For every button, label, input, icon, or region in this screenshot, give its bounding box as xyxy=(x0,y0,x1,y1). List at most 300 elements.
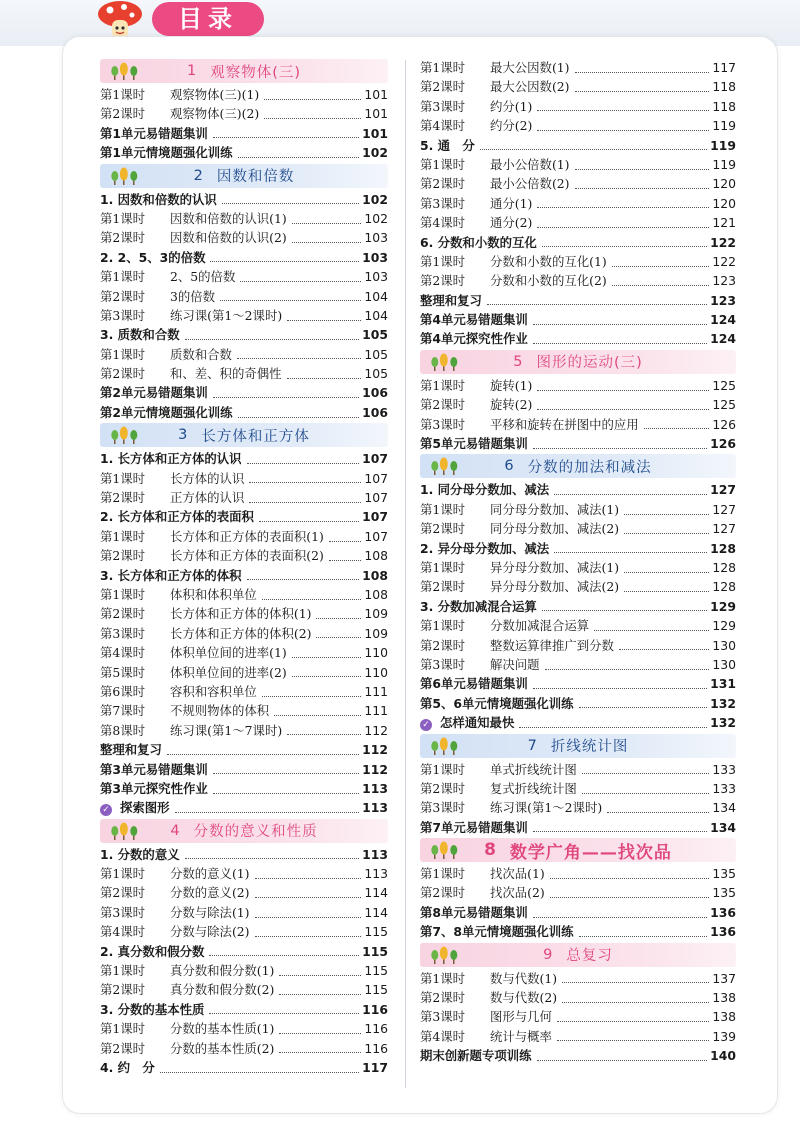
entry-label xyxy=(420,252,609,271)
lesson-title: 通分(2) xyxy=(490,215,533,231)
toc-lesson-row[interactable] xyxy=(420,271,736,290)
lesson-number: 第2课时 xyxy=(420,79,466,95)
toc-section-row[interactable] xyxy=(420,903,736,922)
entry-label xyxy=(100,922,252,941)
leader-dots xyxy=(519,726,707,728)
section-title: 第4单元易错题集训 xyxy=(420,312,528,328)
unit-title: 总复习 xyxy=(566,948,613,965)
lesson-number: 第2课时 xyxy=(100,490,146,506)
toc-right-column xyxy=(420,58,736,1066)
toc-section-row[interactable] xyxy=(100,325,388,344)
toc-lesson-row[interactable] xyxy=(100,104,388,123)
toc-lesson-row[interactable] xyxy=(420,77,736,96)
lesson-number: 第1课时 xyxy=(420,377,466,393)
page-number: 103 xyxy=(364,269,388,285)
toc-section-row[interactable] xyxy=(420,713,736,732)
leader-dots xyxy=(255,935,361,937)
page-number: 114 xyxy=(364,885,388,901)
lesson-number: 第4课时 xyxy=(420,1028,466,1044)
toc-section-row[interactable] xyxy=(100,760,388,779)
page-number: 106 xyxy=(362,385,388,401)
toc-section-row[interactable] xyxy=(100,798,388,817)
section-title: 第4单元探究性作业 xyxy=(420,331,528,347)
page-number: 101 xyxy=(364,106,388,122)
page-number: 132 xyxy=(710,715,736,731)
toc-lesson-row[interactable] xyxy=(420,636,736,655)
unit-title: 观察物体(三) xyxy=(210,64,302,81)
toc-section-row[interactable] xyxy=(100,1000,388,1019)
lesson-title: 练习课(第1～2课时) xyxy=(490,800,603,816)
leader-dots xyxy=(213,136,359,138)
lesson-number: 第1课时 xyxy=(100,210,146,226)
page-number: 116 xyxy=(362,1001,388,1017)
leader-dots xyxy=(255,896,361,898)
toc-section-row[interactable] xyxy=(100,845,388,864)
toc-section-row[interactable] xyxy=(420,539,736,558)
lesson-title: 最大公因数(1) xyxy=(490,60,570,75)
entry-label xyxy=(420,597,539,616)
page-number: 105 xyxy=(364,366,388,382)
section-title: 第3单元探究性作业 xyxy=(100,780,208,796)
toc-lesson-row[interactable] xyxy=(420,155,736,174)
toc-lesson-row[interactable] xyxy=(100,903,388,922)
toc-section-row[interactable] xyxy=(420,597,736,616)
lesson-title: 通分(1) xyxy=(490,195,533,211)
page-number: 107 xyxy=(362,451,388,467)
lesson-number: 第3课时 xyxy=(100,625,146,641)
toc-lesson-row[interactable] xyxy=(420,252,736,271)
leader-dots xyxy=(247,462,360,464)
lesson-number: 第3课时 xyxy=(420,800,466,816)
leader-dots xyxy=(292,656,361,658)
entry-label xyxy=(420,376,534,395)
entry-label xyxy=(420,1046,534,1065)
page-number: 105 xyxy=(364,346,388,362)
toc-section-row[interactable] xyxy=(420,674,736,693)
lesson-title: 真分数和假分数(2) xyxy=(170,982,275,998)
toc-lesson-row[interactable] xyxy=(420,174,736,193)
entry-label xyxy=(100,1039,276,1058)
toc-lesson-row[interactable] xyxy=(420,616,736,635)
entry-label xyxy=(420,174,572,193)
toc-lesson-row[interactable] xyxy=(100,624,388,643)
toc-lesson-row[interactable] xyxy=(420,213,736,232)
leader-dots xyxy=(274,714,361,716)
leader-dots xyxy=(537,129,709,131)
entry-label xyxy=(420,988,559,1007)
entry-label xyxy=(420,760,579,779)
page-number: 115 xyxy=(362,943,388,959)
lesson-title: 观察物体(三)(1) xyxy=(170,87,260,102)
entry-label xyxy=(420,969,559,988)
leader-dots xyxy=(209,954,359,956)
leader-dots xyxy=(167,753,359,755)
entry-label xyxy=(420,233,539,252)
toc-lesson-row[interactable] xyxy=(420,395,736,414)
unit-number: 6 xyxy=(504,458,514,475)
toc-lesson-row[interactable] xyxy=(420,760,736,779)
section-title: 6. 分数和小数的互化 xyxy=(420,234,537,250)
toc-lesson-row[interactable] xyxy=(100,883,388,902)
toc-lesson-row[interactable] xyxy=(100,682,388,701)
unit-title: 分数的加法和减法 xyxy=(527,459,652,476)
toc-lesson-row[interactable] xyxy=(100,209,388,228)
leader-dots xyxy=(279,993,361,995)
leader-dots xyxy=(249,481,361,483)
page-number: 119 xyxy=(710,137,736,153)
leader-dots xyxy=(557,1039,709,1041)
leader-dots xyxy=(533,916,707,918)
page-number: 138 xyxy=(712,1009,736,1025)
toc-lesson-row[interactable] xyxy=(420,577,736,596)
toc-lesson-row[interactable] xyxy=(420,376,736,395)
lesson-title: 真分数和假分数(1) xyxy=(170,963,275,979)
entry-label xyxy=(100,942,206,961)
trees-icon xyxy=(428,840,468,860)
leader-dots xyxy=(624,590,709,592)
page-number: 104 xyxy=(364,307,388,323)
lesson-number: 第2课时 xyxy=(100,548,146,564)
toc-lesson-row[interactable] xyxy=(420,864,736,883)
toc-lesson-row[interactable] xyxy=(100,287,388,306)
leader-dots xyxy=(624,571,709,573)
unit-number: 4 xyxy=(170,822,180,839)
toc-lesson-row[interactable] xyxy=(100,643,388,662)
entry-label xyxy=(100,325,182,344)
page-number: 134 xyxy=(710,819,736,835)
entry-label xyxy=(100,663,289,682)
entry-label xyxy=(100,760,210,779)
lesson-number: 第3课时 xyxy=(100,904,146,920)
toc-lesson-row[interactable] xyxy=(100,345,388,364)
toc-lesson-row[interactable] xyxy=(100,228,388,247)
lesson-number: 第3课时 xyxy=(100,307,146,323)
toc-section-row[interactable] xyxy=(100,190,388,209)
toc-lesson-row[interactable] xyxy=(100,267,388,286)
page-number: 112 xyxy=(362,761,388,777)
toc-section-row[interactable] xyxy=(100,124,388,143)
leader-dots xyxy=(213,792,359,794)
toc-lesson-row[interactable] xyxy=(100,469,388,488)
unit-title: 长方体和正方体 xyxy=(201,428,310,445)
page-number: 134 xyxy=(712,800,736,816)
entry-label xyxy=(420,116,534,135)
page-number: 122 xyxy=(710,234,736,250)
page-number: 118 xyxy=(712,79,736,95)
page-number: 133 xyxy=(712,761,736,777)
unit-header xyxy=(100,164,388,188)
toc-lesson-row[interactable] xyxy=(100,961,388,980)
leader-dots xyxy=(612,265,709,267)
page-number: 103 xyxy=(362,249,388,265)
section-title: 第2单元易错题集训 xyxy=(100,385,208,401)
toc-lesson-row[interactable] xyxy=(420,558,736,577)
lesson-title: 和、差、积的奇偶性 xyxy=(170,366,282,382)
toc-section-row[interactable] xyxy=(420,329,736,348)
lesson-number: 第4课时 xyxy=(100,645,146,661)
toc-lesson-row[interactable] xyxy=(420,194,736,213)
lesson-title: 异分母分数加、减法(1) xyxy=(490,559,620,575)
mushroom-icon xyxy=(92,0,152,40)
entry-label xyxy=(100,190,219,209)
trees-icon xyxy=(428,945,468,965)
toc-section-row[interactable] xyxy=(100,143,388,162)
lesson-number: 第2课时 xyxy=(100,106,146,122)
page-number: 107 xyxy=(364,490,388,506)
lesson-title: 因数和倍数的认识(1) xyxy=(170,210,287,226)
section-title: 第7单元易错题集训 xyxy=(420,819,528,835)
toc-lesson-row[interactable] xyxy=(420,779,736,798)
toc-lesson-row[interactable] xyxy=(100,85,388,104)
toc-lesson-row[interactable] xyxy=(100,546,388,565)
toc-lesson-row[interactable] xyxy=(100,980,388,999)
unit-title: 数学广角——找次品 xyxy=(509,842,672,863)
lesson-number: 第1课时 xyxy=(100,866,146,882)
toc-left-column xyxy=(100,58,388,1077)
toc-lesson-row[interactable] xyxy=(100,1039,388,1058)
toc-lesson-row[interactable] xyxy=(100,1019,388,1038)
lesson-number: 第1课时 xyxy=(420,501,466,517)
leader-dots xyxy=(550,896,709,898)
unit-number: 5 xyxy=(513,353,523,370)
leader-dots xyxy=(209,1012,359,1014)
entry-label xyxy=(100,287,217,306)
toc-section-row[interactable] xyxy=(100,779,388,798)
lesson-title: 分数加减混合运算 xyxy=(490,618,590,634)
toc-lesson-row[interactable] xyxy=(420,969,736,988)
entry-label xyxy=(100,267,237,286)
leader-dots xyxy=(240,280,361,282)
toc-lesson-row[interactable] xyxy=(100,864,388,883)
toc-section-row[interactable] xyxy=(420,310,736,329)
section-title: 2. 异分母分数加、减法 xyxy=(420,540,550,556)
toc-lesson-row[interactable] xyxy=(100,922,388,941)
page-number: 126 xyxy=(712,416,736,432)
toc-section-row[interactable] xyxy=(100,248,388,267)
lesson-title: 同分母分数加、减法(1) xyxy=(490,501,620,517)
toc-section-row[interactable] xyxy=(420,818,736,837)
lesson-title: 不规则物体的体积 xyxy=(170,703,270,719)
toc-lesson-row[interactable] xyxy=(100,527,388,546)
section-title: 5. 通 分 xyxy=(420,137,475,153)
lesson-number: 第1课时 xyxy=(100,470,146,486)
leader-dots xyxy=(316,617,361,619)
lesson-title: 体积和体积单位 xyxy=(170,586,257,602)
trees-icon xyxy=(428,352,468,372)
leader-dots xyxy=(582,772,709,774)
section-title: 2. 2、5、3的倍数 xyxy=(100,249,206,265)
page-number: 126 xyxy=(710,436,736,452)
activity-bullet-icon: ✓ xyxy=(100,804,112,816)
leader-dots xyxy=(279,974,361,976)
lesson-number: 第3课时 xyxy=(420,416,466,432)
leader-dots xyxy=(594,629,709,631)
section-title: 期末创新题专项训练 xyxy=(420,1048,532,1064)
entry-label xyxy=(100,488,246,507)
lesson-number: 第1课时 xyxy=(420,761,466,777)
lesson-number: 第4课时 xyxy=(420,215,466,231)
entry-label xyxy=(420,694,576,713)
lesson-title: 最小公倍数(2) xyxy=(490,176,570,192)
entry-label xyxy=(420,329,530,348)
leader-dots xyxy=(624,513,709,515)
page-number: 129 xyxy=(712,618,736,634)
leader-dots xyxy=(562,1001,709,1003)
toc-section-row[interactable] xyxy=(100,1058,388,1077)
section-title: 第3单元易错题集训 xyxy=(100,761,208,777)
lesson-title: 3的倍数 xyxy=(170,288,216,304)
page-number: 120 xyxy=(712,176,736,192)
toc-lesson-row[interactable] xyxy=(420,500,736,519)
entry-label xyxy=(100,721,284,740)
entry-label xyxy=(100,228,289,247)
lesson-number: 第3课时 xyxy=(420,98,466,114)
page-number: 117 xyxy=(362,1059,388,1075)
entry-label xyxy=(100,209,289,228)
page-number: 111 xyxy=(364,703,388,719)
leader-dots xyxy=(562,981,709,983)
leader-dots xyxy=(579,935,708,937)
leader-dots xyxy=(292,222,361,224)
section-title: 3. 分数的基本性质 xyxy=(100,1001,205,1017)
unit-header xyxy=(420,943,736,967)
page-number: 115 xyxy=(364,982,388,998)
page-number: 101 xyxy=(362,125,388,141)
unit-header xyxy=(420,454,736,478)
toc-lesson-row[interactable] xyxy=(100,585,388,604)
page-number: 123 xyxy=(712,273,736,289)
entry-label xyxy=(100,883,252,902)
entry-label xyxy=(100,1019,276,1038)
toc-lesson-row[interactable] xyxy=(420,655,736,674)
page-number: 102 xyxy=(364,210,388,226)
section-title: 2. 长方体和正方体的表面积 xyxy=(100,509,254,525)
toc-lesson-row[interactable] xyxy=(100,488,388,507)
lesson-number: 第2课时 xyxy=(100,606,146,622)
page-number: 122 xyxy=(712,253,736,269)
entry-label xyxy=(420,577,621,596)
unit-title: 折线统计图 xyxy=(550,739,629,755)
toc-section-row[interactable] xyxy=(420,291,736,310)
leader-dots xyxy=(264,98,361,100)
lesson-number: 第6课时 xyxy=(100,683,146,699)
unit-header xyxy=(100,59,388,83)
page-number: 118 xyxy=(712,98,736,114)
page-number: 112 xyxy=(362,742,388,758)
toc-section-row[interactable] xyxy=(420,434,736,453)
entry-label xyxy=(100,740,164,759)
toc-section-row[interactable] xyxy=(100,403,388,422)
toc-section-row[interactable] xyxy=(420,480,736,499)
toc-section-row[interactable] xyxy=(420,922,736,941)
toc-section-row[interactable] xyxy=(100,507,388,526)
lesson-number: 第3课时 xyxy=(420,195,466,211)
toc-lesson-row[interactable] xyxy=(420,519,736,538)
lesson-title: 同分母分数加、减法(2) xyxy=(490,521,620,537)
page-number: 108 xyxy=(364,586,388,602)
toc-lesson-row[interactable] xyxy=(420,988,736,1007)
toc-section-row[interactable] xyxy=(420,1046,736,1065)
toc-lesson-row[interactable] xyxy=(100,306,388,325)
entry-label xyxy=(420,883,547,902)
page-number: 121 xyxy=(712,215,736,231)
page-number: 108 xyxy=(364,548,388,564)
lesson-number: 第1课时 xyxy=(420,60,466,75)
toc-lesson-row[interactable] xyxy=(100,604,388,623)
page-number: 105 xyxy=(362,327,388,343)
toc-lesson-row[interactable] xyxy=(420,1007,736,1026)
lesson-title: 约分(2) xyxy=(490,118,533,134)
leader-dots xyxy=(550,877,709,879)
entry-label xyxy=(420,1027,554,1046)
toc-section-row[interactable] xyxy=(100,942,388,961)
toc-lesson-row[interactable] xyxy=(420,97,736,116)
toc-section-row[interactable] xyxy=(100,383,388,402)
lesson-number: 第2课时 xyxy=(420,521,466,537)
unit-number: 3 xyxy=(178,427,188,444)
entry-label xyxy=(420,798,604,817)
page-number: 116 xyxy=(364,1040,388,1056)
section-title: 1. 分数的意义 xyxy=(100,846,180,862)
toc-lesson-row[interactable] xyxy=(100,663,388,682)
toc-lesson-row[interactable] xyxy=(420,798,736,817)
toc-lesson-row[interactable] xyxy=(420,883,736,902)
unit-title: 分数的意义和性质 xyxy=(193,824,318,841)
toc-lesson-row[interactable] xyxy=(100,701,388,720)
lesson-number: 第1课时 xyxy=(420,866,466,882)
toc-lesson-row[interactable] xyxy=(420,58,736,77)
leader-dots xyxy=(612,284,709,286)
toc-section-row[interactable] xyxy=(100,449,388,468)
toc-lesson-row[interactable] xyxy=(420,116,736,135)
page-number: 113 xyxy=(362,800,388,816)
lesson-title: 单式折线统计图 xyxy=(490,761,577,777)
entry-label xyxy=(420,291,484,310)
page-number: 113 xyxy=(362,846,388,862)
entry-label xyxy=(420,480,551,499)
lesson-number: 第2课时 xyxy=(100,982,146,998)
lesson-title: 正方体的认识 xyxy=(170,490,245,506)
leader-dots xyxy=(279,1051,361,1053)
page-number: 119 xyxy=(712,118,736,134)
toc-section-row[interactable] xyxy=(100,740,388,759)
toc-section-row[interactable] xyxy=(420,136,736,155)
toc-lesson-row[interactable] xyxy=(100,364,388,383)
lesson-number: 第2课时 xyxy=(420,397,466,413)
page-number: 128 xyxy=(710,540,736,556)
leader-dots xyxy=(607,811,709,813)
entry-label xyxy=(100,798,172,817)
toc-section-row[interactable] xyxy=(420,233,736,252)
page-number: 119 xyxy=(712,156,736,172)
lesson-title: 最大公因数(2) xyxy=(490,79,570,95)
entry-label xyxy=(100,980,276,999)
entry-label xyxy=(100,701,271,720)
leader-dots xyxy=(222,202,359,204)
page-number: 127 xyxy=(712,521,736,537)
toc-section-row[interactable] xyxy=(420,694,736,713)
page-number: 133 xyxy=(712,780,736,796)
toc-lesson-row[interactable] xyxy=(420,415,736,434)
toc-lesson-row[interactable] xyxy=(100,721,388,740)
toc-lesson-row[interactable] xyxy=(420,1027,736,1046)
leader-dots xyxy=(487,303,707,305)
entry-label xyxy=(100,143,235,162)
toc-section-row[interactable] xyxy=(100,566,388,585)
entry-label xyxy=(100,1058,157,1077)
entry-label xyxy=(420,395,534,414)
page-number: 139 xyxy=(712,1028,736,1044)
